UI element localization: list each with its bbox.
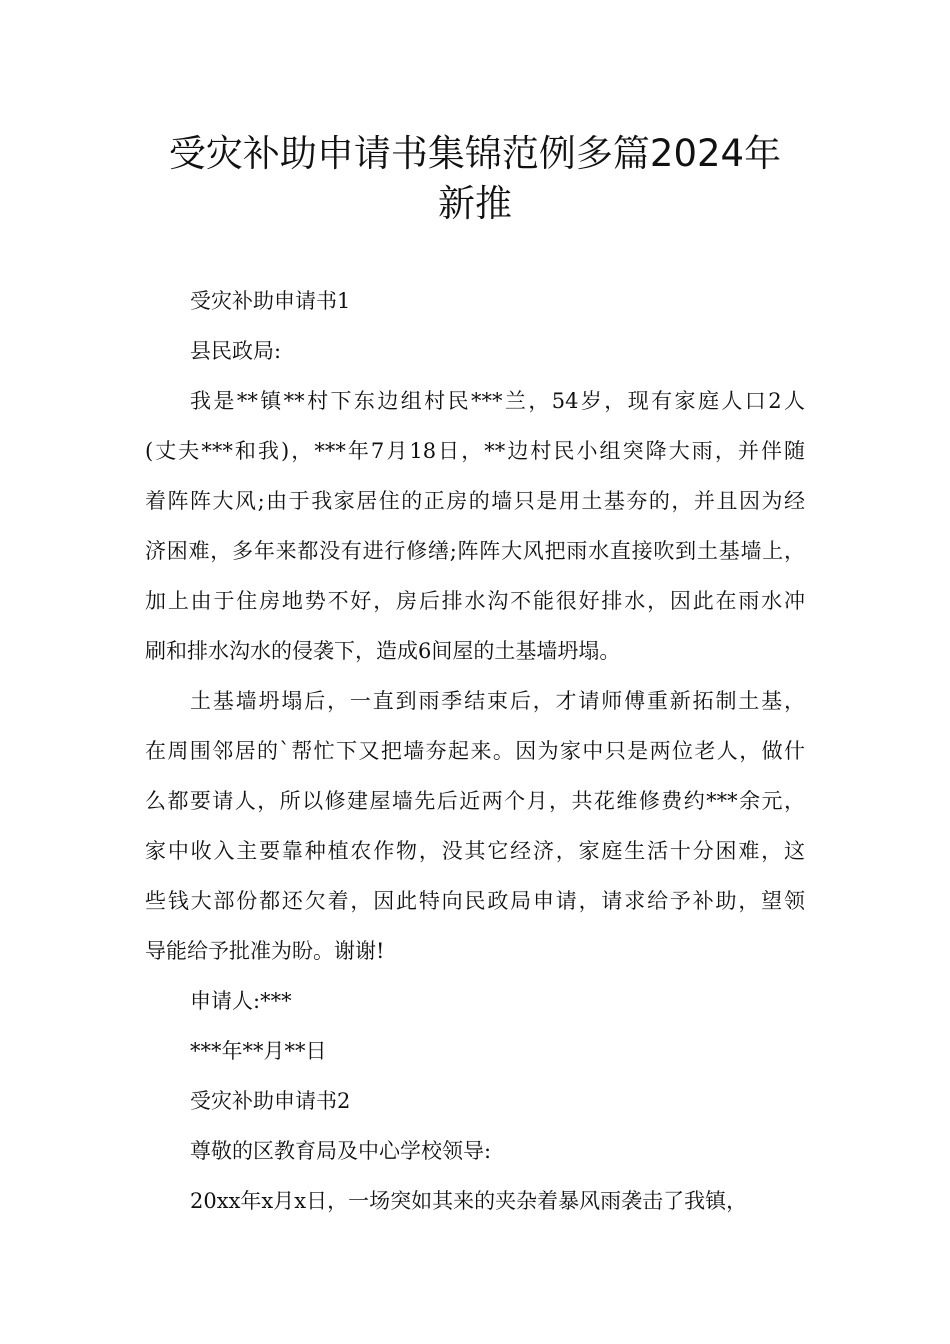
section-heading-1: 受灾补助申请书1 [190, 289, 351, 313]
paragraph-line: (丈夫***和我)，***年7月18日，**边村民小组突降大雨，并伴随 [145, 439, 805, 463]
paragraph-line: 家中收入主要靠种植农作物，没其它经济，家庭生活十分困难，这 [145, 839, 805, 863]
salutation: 尊敬的区教育局及中心学校领导: [190, 1139, 492, 1163]
document-title-line-1: 受灾补助申请书集锦范例多篇2024年 [168, 132, 782, 175]
document-title-line-2: 新推 [438, 182, 512, 225]
paragraph-line: 刷和排水沟水的侵袭下，造成6间屋的土基墙坍塌。 [145, 639, 621, 663]
section-heading-2: 受灾补助申请书2 [190, 1089, 351, 1113]
salutation: 县民政局: [190, 339, 282, 363]
applicant-signature: 申请人:*** [190, 989, 292, 1013]
paragraph-line: 20xx年x月x日，一场突如其来的夹杂着暴风雨袭击了我镇， [190, 1189, 748, 1213]
date-line: ***年**月**日 [190, 1039, 327, 1063]
paragraph-line: 我是**镇**村下东边组村民***兰，54岁，现有家庭人口2人 [190, 389, 805, 413]
paragraph-line: 加上由于住房地势不好，房后排水沟不能很好排水，因此在雨水冲 [145, 589, 805, 613]
paragraph-line: 土基墙坍塌后，一直到雨季结束后，才请师傅重新拓制土基， [190, 689, 805, 713]
paragraph-line: 么都要请人，所以修建屋墙先后近两个月，共花维修费约***余元， [145, 789, 805, 813]
paragraph-line: 济困难，多年来都没有进行修缮;阵阵大风把雨水直接吹到土基墙上， [145, 539, 805, 563]
paragraph-line: 导能给予批准为盼。谢谢! [145, 939, 385, 963]
paragraph-line: 些钱大部份都还欠着，因此特向民政局申请，请求给予补助，望领 [145, 889, 805, 913]
paragraph-line: 着阵阵大风;由于我家居住的正房的墙只是用土基夯的，并且因为经 [145, 489, 805, 513]
paragraph-line: 在周围邻居的`帮忙下又把墙夯起来。因为家中只是两位老人，做什 [145, 739, 805, 763]
